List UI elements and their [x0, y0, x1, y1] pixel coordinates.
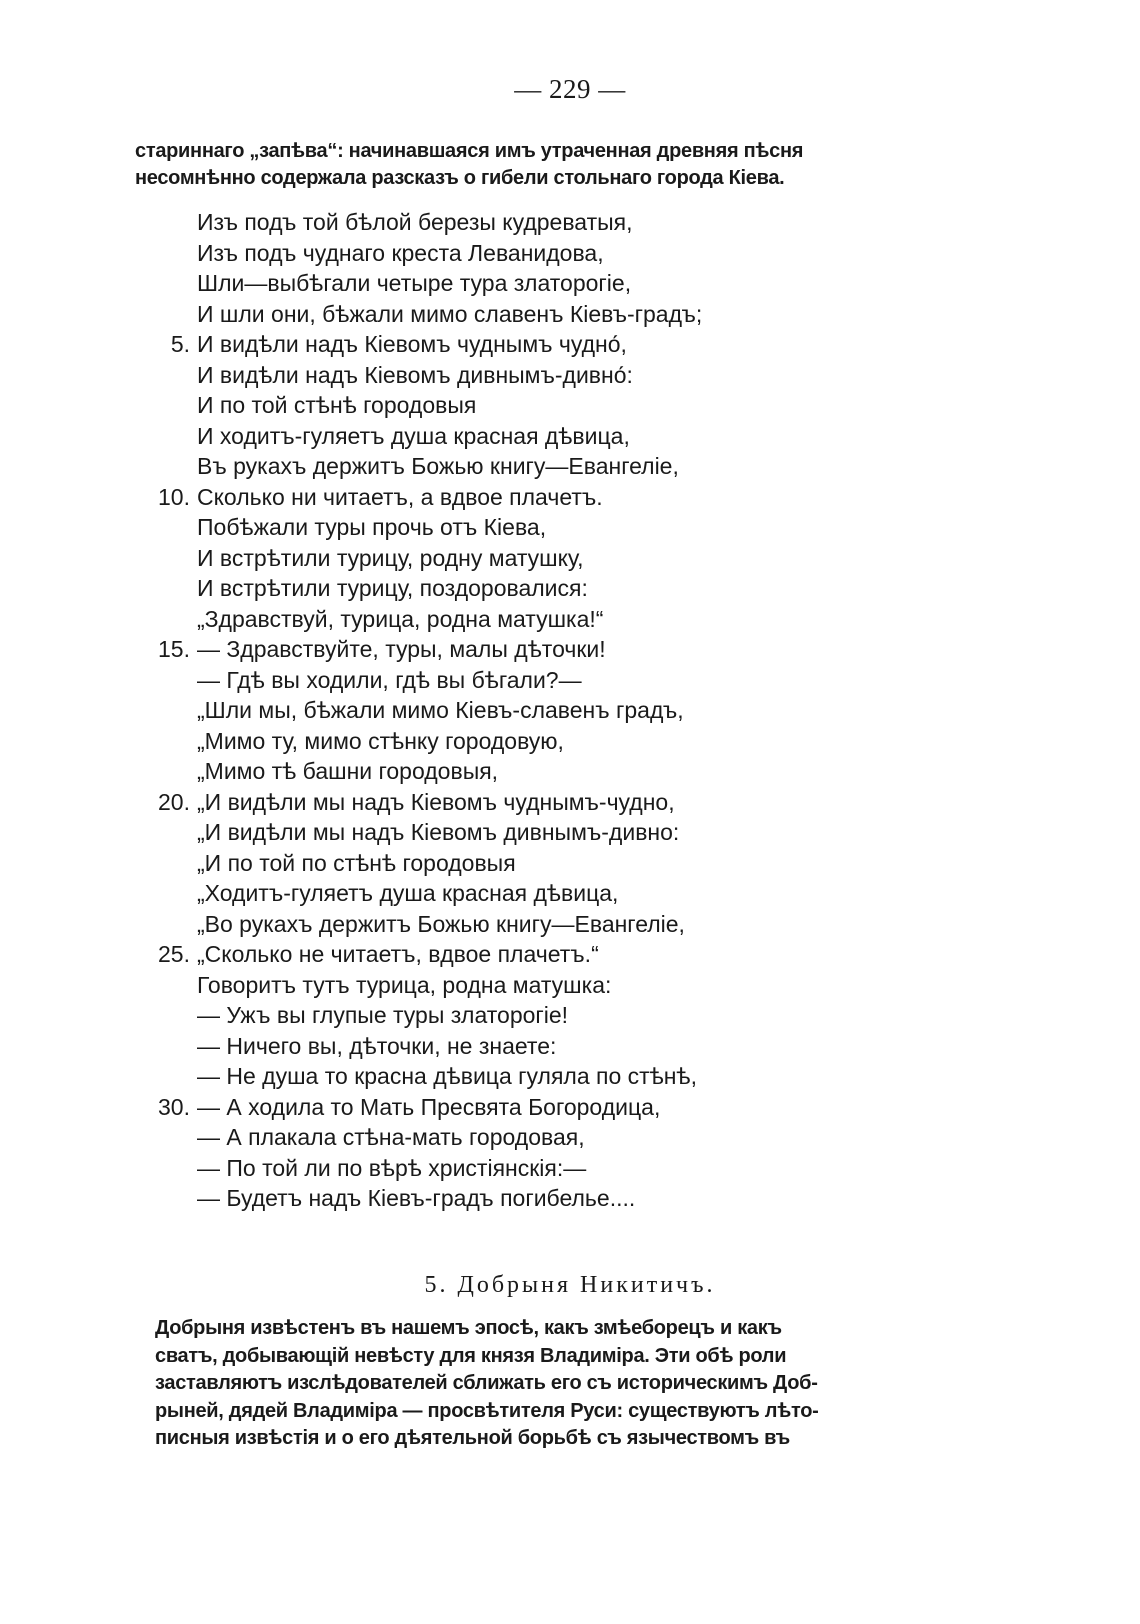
poem-line: [0, 421, 1140, 452]
line-text: — Ужъ вы глупые туры златорогіе!: [197, 1002, 569, 1028]
poem-line: [0, 299, 1140, 330]
line-text: Изъ подъ чуднаго креста Леванидова,: [197, 239, 604, 266]
line-text: „Сколько не читаетъ, вдвое плачетъ.“: [197, 941, 599, 967]
poem-line: [0, 543, 1140, 574]
poem-line: [0, 787, 1140, 818]
poem-line: [0, 878, 1140, 909]
line-text: „Здравствуй, турица, родна матушка!“: [197, 605, 604, 632]
poem-line: [0, 604, 1140, 635]
line-number: 25.: [158, 941, 190, 967]
line-text: И по той стѣнѣ городовыя: [197, 392, 477, 418]
line-text: Въ рукахъ держитъ Божью книгу—Евангеліе,: [197, 453, 679, 479]
poem-line: [0, 970, 1140, 1001]
line-number: 20.: [158, 788, 190, 815]
line-text: „Мимо тѣ башни городовыя,: [197, 758, 499, 784]
poem-line: [0, 329, 1140, 360]
line-text: Шли—выбѣгали четыре тура златорогіе,: [197, 270, 632, 296]
prose-line: писныя извѣстія и о его дѣятельной борьбѣ съ язычествомъ въ: [155, 1427, 790, 1449]
line-text: И встрѣтили турицу, родну матушку,: [197, 544, 584, 571]
poem-line: [0, 939, 1140, 970]
line-text: „Мимо ту, мимо стѣнку городовую,: [197, 727, 564, 754]
prose-line: заставляютъ изслѣдователей сближать его съ историческимъ Доб-: [155, 1372, 818, 1394]
poem-line: [0, 451, 1140, 482]
prose-line: сватъ, добывающій невѣсту для князя Владиміра. Эти обѣ роли: [155, 1344, 787, 1367]
prose-line: рыней, дядей Владиміра — просвѣтителя Руси: существуютъ лѣто-: [155, 1399, 819, 1422]
line-text: „И по той по стѣнѣ городовыя: [197, 849, 516, 876]
poem-line: [0, 726, 1140, 757]
line-text: Говоритъ тутъ турица, родна матушка:: [197, 971, 612, 998]
poem-line: [0, 695, 1140, 726]
intro-line: несомнѣнно содержала разсказъ о гибели стольнаго города Кіева.: [135, 167, 785, 189]
poem-line: [0, 390, 1140, 421]
line-text: — По той ли по вѣрѣ христіянскія:—: [197, 1154, 587, 1181]
line-number: 10.: [158, 483, 190, 510]
line-text: И встрѣтили турицу, поздоровалися:: [197, 575, 588, 601]
line-text: Побѣжали туры прочь отъ Кіева,: [197, 514, 547, 540]
poem-line: [0, 238, 1140, 269]
line-text: „Ходитъ-гуляетъ душа красная дѣвица,: [197, 880, 619, 906]
poem-line: [0, 1031, 1140, 1062]
poem-line: [0, 512, 1140, 543]
line-text: И шли они, бѣжали мимо славенъ Кіевъ-градъ;: [197, 300, 703, 327]
page-number: — 229 —: [514, 74, 626, 104]
poem-line: [0, 1092, 1140, 1123]
line-text: „Во рукахъ держитъ Божью книгу—Евангеліе,: [197, 910, 685, 937]
line-text: „И видѣли мы надъ Кіевомъ дивнымъ-дивно:: [197, 819, 680, 845]
poem-line: [0, 360, 1140, 391]
line-text: И видѣли надъ Кіевомъ дивнымъ-дивно́:: [197, 361, 633, 388]
line-text: — Не душа то красна дѣвица гуляла по стѣнѣ,: [197, 1063, 697, 1089]
intro-paragraph: [135, 138, 1015, 192]
line-text: — Будетъ надъ Кіевъ-градъ погибелье....: [197, 1185, 636, 1211]
poem-line: [0, 207, 1140, 238]
poem-line: [0, 573, 1140, 604]
line-number: 30.: [158, 1093, 190, 1120]
line-text: И ходитъ-гуляетъ душа красная дѣвица,: [197, 422, 630, 449]
poem-line: [0, 482, 1140, 513]
line-text: И видѣли надъ Кіевомъ чуднымъ чудно́,: [197, 331, 627, 357]
line-text: — Ничего вы, дѣточки, не знаете:: [197, 1032, 557, 1059]
poem-line: [0, 848, 1140, 879]
prose-line: Добрыня извѣстенъ въ нашемъ эпосѣ, какъ змѣеборецъ и какъ: [155, 1317, 782, 1339]
poem-line: [0, 756, 1140, 787]
poem-line: [0, 1061, 1140, 1092]
poem-line: [0, 665, 1140, 696]
line-text: — Здравствуйте, туры, малы дѣточки!: [197, 636, 606, 662]
line-number: 15.: [158, 636, 190, 662]
line-text: — А ходила то Мать Пресвята Богородица,: [197, 1093, 661, 1120]
line-text: „Шли мы, бѣжали мимо Кіевъ-славенъ градъ,: [197, 697, 684, 723]
poem-line: [0, 817, 1140, 848]
poem-line: [0, 1122, 1140, 1153]
poem-line: [0, 1183, 1140, 1214]
poem-line: [0, 1153, 1140, 1184]
line-text: „И видѣли мы надъ Кіевомъ чуднымъ-чудно,: [197, 788, 675, 815]
intro-line: стариннаго „запѣва“: начинавшаяся имъ утраченная древняя пѣсня: [135, 140, 804, 162]
line-text: Сколько ни читаетъ, а вдвое плачетъ.: [197, 483, 603, 510]
poem-line: [0, 909, 1140, 940]
line-number: 5.: [170, 331, 190, 357]
section-title: 5. Добрыня Никитичъ.: [424, 1272, 716, 1298]
poem-line: [0, 1000, 1140, 1031]
prose-paragraph: [155, 1315, 1015, 1453]
line-text: — Гдѣ вы ходили, гдѣ вы бѣгали?—: [197, 666, 582, 693]
line-text: — А плакала стѣна-мать городовая,: [197, 1124, 585, 1150]
line-text: Изъ подъ той бѣлой березы кудреватыя,: [197, 209, 633, 235]
poem-line: [0, 268, 1140, 299]
poem-line: [0, 634, 1140, 665]
